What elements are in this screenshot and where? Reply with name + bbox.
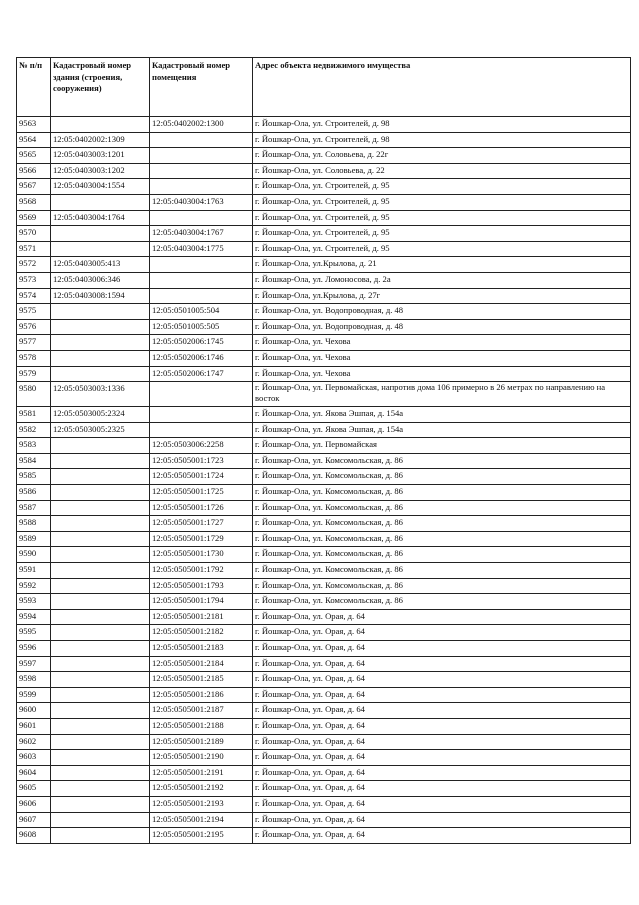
cell-premises-cadastral: 12:05:0403004:1763 [150, 194, 253, 210]
cell-premises-cadastral [150, 132, 253, 148]
cell-address: г. Йошкар-Ола, ул. Комсомольская, д. 86 [253, 563, 631, 579]
cell-premises-cadastral [150, 288, 253, 304]
cell-premises-cadastral: 12:05:0403004:1775 [150, 241, 253, 257]
cell-address: г. Йошкар-Ола, ул. Орая, д. 64 [253, 703, 631, 719]
cell-num: 9590 [17, 547, 51, 563]
cell-num: 9598 [17, 672, 51, 688]
table-row [17, 350, 631, 366]
cell-num: 9592 [17, 578, 51, 594]
table-row [17, 500, 631, 516]
table-row [17, 163, 631, 179]
cell-premises-cadastral: 12:05:0505001:2182 [150, 625, 253, 641]
cell-premises-cadastral: 12:05:0505001:1729 [150, 531, 253, 547]
cell-address: г. Йошкар-Ола, ул. Чехова [253, 335, 631, 351]
cell-premises-cadastral: 12:05:0505001:2190 [150, 750, 253, 766]
cell-num: 9588 [17, 516, 51, 532]
cell-premises-cadastral [150, 163, 253, 179]
cell-premises-cadastral: 12:05:0505001:1726 [150, 500, 253, 516]
cell-address: г. Йошкар-Ола, ул.Крылова, д. 27г [253, 288, 631, 304]
cell-address: г. Йошкар-Ола, ул. Орая, д. 64 [253, 781, 631, 797]
table-row [17, 366, 631, 382]
table-body [17, 117, 631, 844]
cell-address: г. Йошкар-Ола, ул. Первомайская, напротив дома 106 примерно в 26 метрах по направлению на восток [253, 382, 631, 407]
cell-premises-cadastral [150, 407, 253, 423]
table-row [17, 781, 631, 797]
table-row [17, 578, 631, 594]
cell-building-cadastral: 12:05:0403004:1554 [51, 179, 150, 195]
cell-num: 9594 [17, 609, 51, 625]
cell-premises-cadastral: 12:05:0505001:2186 [150, 687, 253, 703]
cell-building-cadastral [51, 469, 150, 485]
cell-address: г. Йошкар-Ола, ул. Водопроводная, д. 48 [253, 319, 631, 335]
cell-num: 9573 [17, 272, 51, 288]
cell-premises-cadastral: 12:05:0505001:1793 [150, 578, 253, 594]
cell-building-cadastral [51, 781, 150, 797]
cell-building-cadastral [51, 796, 150, 812]
cell-address: г. Йошкар-Ола, ул. Орая, д. 64 [253, 609, 631, 625]
cell-address: г. Йошкар-Ола, ул. Строителей, д. 95 [253, 241, 631, 257]
table-row [17, 828, 631, 844]
cell-premises-cadastral: 12:05:0505001:2189 [150, 734, 253, 750]
cell-building-cadastral: 12:05:0403006:346 [51, 272, 150, 288]
table-row [17, 407, 631, 423]
cell-building-cadastral: 12:05:0403004:1764 [51, 210, 150, 226]
cell-building-cadastral [51, 594, 150, 610]
table-row [17, 609, 631, 625]
cell-building-cadastral [51, 563, 150, 579]
cell-address: г. Йошкар-Ола, ул. Комсомольская, д. 86 [253, 516, 631, 532]
table-row [17, 210, 631, 226]
cell-building-cadastral [51, 750, 150, 766]
table-row [17, 422, 631, 438]
cell-num: 9584 [17, 453, 51, 469]
cell-building-cadastral [51, 319, 150, 335]
cell-premises-cadastral: 12:05:0505001:2193 [150, 796, 253, 812]
cell-address: г. Йошкар-Ола, ул. Комсомольская, д. 86 [253, 594, 631, 610]
table-row [17, 226, 631, 242]
cell-building-cadastral: 12:05:0403003:1201 [51, 148, 150, 164]
table-row [17, 194, 631, 210]
cell-building-cadastral [51, 609, 150, 625]
table-row [17, 516, 631, 532]
cell-num: 9608 [17, 828, 51, 844]
cell-premises-cadastral [150, 272, 253, 288]
table-row [17, 703, 631, 719]
cell-address: г. Йошкар-Ола, ул.Крылова, д. 21 [253, 257, 631, 273]
table-row [17, 382, 631, 407]
cell-premises-cadastral: 12:05:0505001:2192 [150, 781, 253, 797]
cell-building-cadastral: 12:05:0503005:2324 [51, 407, 150, 423]
cell-premises-cadastral: 12:05:0501005:505 [150, 319, 253, 335]
cell-address: г. Йошкар-Ола, ул. Орая, д. 64 [253, 656, 631, 672]
property-table [16, 57, 631, 844]
cell-num: 9576 [17, 319, 51, 335]
header-building-cadastral: Кадастровый номер здания (строения, сооружения) [51, 58, 150, 117]
cell-address: г. Йошкар-Ола, ул. Комсомольская, д. 86 [253, 485, 631, 501]
cell-address: г. Йошкар-Ола, ул. Строителей, д. 95 [253, 194, 631, 210]
cell-address: г. Йошкар-Ола, ул. Орая, д. 64 [253, 672, 631, 688]
cell-num: 9606 [17, 796, 51, 812]
cell-num: 9565 [17, 148, 51, 164]
table-row [17, 531, 631, 547]
table-row [17, 241, 631, 257]
cell-premises-cadastral: 12:05:0505001:2187 [150, 703, 253, 719]
cell-building-cadastral [51, 194, 150, 210]
cell-premises-cadastral: 12:05:0505001:1724 [150, 469, 253, 485]
cell-num: 9593 [17, 594, 51, 610]
cell-building-cadastral [51, 687, 150, 703]
cell-num: 9603 [17, 750, 51, 766]
cell-building-cadastral: 12:05:0403005:413 [51, 257, 150, 273]
table-row [17, 469, 631, 485]
table-row [17, 319, 631, 335]
cell-address: г. Йошкар-Ола, ул. Орая, д. 64 [253, 625, 631, 641]
cell-premises-cadastral: 12:05:0505001:2191 [150, 765, 253, 781]
cell-address: г. Йошкар-Ола, ул. Комсомольская, д. 86 [253, 547, 631, 563]
cell-building-cadastral [51, 625, 150, 641]
table-row [17, 750, 631, 766]
cell-premises-cadastral [150, 148, 253, 164]
cell-num: 9564 [17, 132, 51, 148]
table-row [17, 272, 631, 288]
cell-address: г. Йошкар-Ола, ул. Строителей, д. 95 [253, 210, 631, 226]
cell-num: 9583 [17, 438, 51, 454]
cell-address: г. Йошкар-Ола, ул. Соловьева, д. 22г [253, 148, 631, 164]
cell-address: г. Йошкар-Ола, ул. Комсомольская, д. 86 [253, 469, 631, 485]
cell-building-cadastral [51, 641, 150, 657]
table-row [17, 132, 631, 148]
cell-building-cadastral [51, 335, 150, 351]
cell-building-cadastral [51, 734, 150, 750]
cell-premises-cadastral: 12:05:0505001:2181 [150, 609, 253, 625]
table-row [17, 765, 631, 781]
cell-address: г. Йошкар-Ола, ул. Чехова [253, 366, 631, 382]
table-row [17, 594, 631, 610]
cell-premises-cadastral: 12:05:0505001:2195 [150, 828, 253, 844]
cell-building-cadastral: 12:05:0403008:1594 [51, 288, 150, 304]
cell-building-cadastral: 12:05:0503005:2325 [51, 422, 150, 438]
table-row [17, 485, 631, 501]
cell-building-cadastral [51, 438, 150, 454]
table-row [17, 672, 631, 688]
table-row [17, 734, 631, 750]
header-address: Адрес объекта недвижимого имущества [253, 58, 631, 117]
cell-num: 9586 [17, 485, 51, 501]
cell-premises-cadastral: 12:05:0403004:1767 [150, 226, 253, 242]
cell-num: 9572 [17, 257, 51, 273]
cell-building-cadastral [51, 226, 150, 242]
cell-num: 9595 [17, 625, 51, 641]
cell-building-cadastral [51, 828, 150, 844]
table-row [17, 453, 631, 469]
cell-building-cadastral [51, 672, 150, 688]
cell-num: 9600 [17, 703, 51, 719]
cell-num: 9574 [17, 288, 51, 304]
cell-num: 9599 [17, 687, 51, 703]
cell-num: 9570 [17, 226, 51, 242]
cell-premises-cadastral: 12:05:0502006:1746 [150, 350, 253, 366]
cell-num: 9596 [17, 641, 51, 657]
table-row [17, 179, 631, 195]
cell-building-cadastral [51, 547, 150, 563]
cell-premises-cadastral [150, 179, 253, 195]
cell-address: г. Йошкар-Ола, ул. Орая, д. 64 [253, 796, 631, 812]
cell-address: г. Йошкар-Ола, ул. Орая, д. 64 [253, 718, 631, 734]
cell-num: 9587 [17, 500, 51, 516]
table-row [17, 148, 631, 164]
table-row [17, 304, 631, 320]
cell-premises-cadastral: 12:05:0505001:2183 [150, 641, 253, 657]
cell-premises-cadastral: 12:05:0505001:1792 [150, 563, 253, 579]
cell-num: 9568 [17, 194, 51, 210]
cell-address: г. Йошкар-Ола, ул. Комсомольская, д. 86 [253, 531, 631, 547]
cell-address: г. Йошкар-Ола, ул. Орая, д. 64 [253, 687, 631, 703]
cell-num: 9578 [17, 350, 51, 366]
cell-premises-cadastral [150, 382, 253, 407]
cell-premises-cadastral: 12:05:0505001:2194 [150, 812, 253, 828]
cell-building-cadastral: 12:05:0402002:1309 [51, 132, 150, 148]
cell-building-cadastral [51, 812, 150, 828]
table-row [17, 547, 631, 563]
cell-building-cadastral [51, 516, 150, 532]
cell-num: 9589 [17, 531, 51, 547]
cell-premises-cadastral [150, 210, 253, 226]
cell-num: 9571 [17, 241, 51, 257]
cell-address: г. Йошкар-Ола, ул. Строителей, д. 95 [253, 179, 631, 195]
cell-address: г. Йошкар-Ола, ул. Комсомольская, д. 86 [253, 453, 631, 469]
cell-address: г. Йошкар-Ола, ул. Первомайская [253, 438, 631, 454]
table-row [17, 257, 631, 273]
cell-address: г. Йошкар-Ола, ул. Орая, д. 64 [253, 734, 631, 750]
cell-num: 9566 [17, 163, 51, 179]
cell-num: 9582 [17, 422, 51, 438]
table-row [17, 335, 631, 351]
cell-building-cadastral [51, 453, 150, 469]
table-row [17, 438, 631, 454]
cell-address: г. Йошкар-Ола, ул. Якова Эшпая, д. 154а [253, 422, 631, 438]
table-row [17, 812, 631, 828]
cell-building-cadastral [51, 656, 150, 672]
cell-premises-cadastral: 12:05:0505001:1730 [150, 547, 253, 563]
cell-building-cadastral [51, 366, 150, 382]
cell-num: 9579 [17, 366, 51, 382]
cell-address: г. Йошкар-Ола, ул. Орая, д. 64 [253, 641, 631, 657]
cell-premises-cadastral: 12:05:0502006:1747 [150, 366, 253, 382]
cell-num: 9604 [17, 765, 51, 781]
table-row [17, 117, 631, 133]
cell-premises-cadastral: 12:05:0505001:2188 [150, 718, 253, 734]
cell-building-cadastral [51, 703, 150, 719]
cell-premises-cadastral: 12:05:0505001:2184 [150, 656, 253, 672]
cell-building-cadastral [51, 765, 150, 781]
cell-address: г. Йошкар-Ола, ул. Орая, д. 64 [253, 765, 631, 781]
cell-address: г. Йошкар-Ола, ул. Строителей, д. 98 [253, 132, 631, 148]
cell-building-cadastral [51, 304, 150, 320]
cell-address: г. Йошкар-Ола, ул. Якова Эшпая, д. 154а [253, 407, 631, 423]
table-row [17, 796, 631, 812]
cell-num: 9563 [17, 117, 51, 133]
table-row [17, 687, 631, 703]
table-header-row [17, 58, 631, 117]
table-row [17, 656, 631, 672]
cell-building-cadastral [51, 117, 150, 133]
cell-num: 9569 [17, 210, 51, 226]
cell-premises-cadastral: 12:05:0503006:2258 [150, 438, 253, 454]
header-premises-cadastral: Кадастровый номер помещения [150, 58, 253, 117]
cell-premises-cadastral: 12:05:0505001:1725 [150, 485, 253, 501]
cell-address: г. Йошкар-Ола, ул. Водопроводная, д. 48 [253, 304, 631, 320]
cell-premises-cadastral: 12:05:0505001:2185 [150, 672, 253, 688]
cell-building-cadastral: 12:05:0503003:1336 [51, 382, 150, 407]
cell-building-cadastral [51, 350, 150, 366]
cell-premises-cadastral: 12:05:0505001:1723 [150, 453, 253, 469]
cell-premises-cadastral [150, 422, 253, 438]
cell-building-cadastral [51, 485, 150, 501]
cell-num: 9591 [17, 563, 51, 579]
cell-address: г. Йошкар-Ола, ул. Орая, д. 64 [253, 812, 631, 828]
cell-address: г. Йошкар-Ола, ул. Строителей, д. 95 [253, 226, 631, 242]
cell-address: г. Йошкар-Ола, ул. Комсомольская, д. 86 [253, 578, 631, 594]
cell-num: 9605 [17, 781, 51, 797]
cell-num: 9567 [17, 179, 51, 195]
cell-num: 9575 [17, 304, 51, 320]
cell-address: г. Йошкар-Ола, ул. Ломоносова, д. 2а [253, 272, 631, 288]
cell-building-cadastral: 12:05:0403003:1202 [51, 163, 150, 179]
cell-num: 9580 [17, 382, 51, 407]
cell-building-cadastral [51, 578, 150, 594]
cell-building-cadastral [51, 500, 150, 516]
cell-num: 9602 [17, 734, 51, 750]
cell-premises-cadastral: 12:05:0505001:1727 [150, 516, 253, 532]
cell-address: г. Йошкар-Ола, ул. Чехова [253, 350, 631, 366]
cell-premises-cadastral [150, 257, 253, 273]
header-num: № п/п [17, 58, 51, 117]
cell-address: г. Йошкар-Ола, ул. Комсомольская, д. 86 [253, 500, 631, 516]
cell-building-cadastral [51, 241, 150, 257]
cell-address: г. Йошкар-Ола, ул. Соловьева, д. 22 [253, 163, 631, 179]
cell-building-cadastral [51, 718, 150, 734]
cell-num: 9607 [17, 812, 51, 828]
cell-building-cadastral [51, 531, 150, 547]
cell-premises-cadastral: 12:05:0402002:1300 [150, 117, 253, 133]
cell-address: г. Йошкар-Ола, ул. Орая, д. 64 [253, 750, 631, 766]
cell-num: 9581 [17, 407, 51, 423]
table-row [17, 563, 631, 579]
cell-num: 9601 [17, 718, 51, 734]
table-row [17, 718, 631, 734]
table-row [17, 625, 631, 641]
cell-address: г. Йошкар-Ола, ул. Строителей, д. 98 [253, 117, 631, 133]
cell-address: г. Йошкар-Ола, ул. Орая, д. 64 [253, 828, 631, 844]
cell-premises-cadastral: 12:05:0501005:504 [150, 304, 253, 320]
cell-num: 9577 [17, 335, 51, 351]
cell-premises-cadastral: 12:05:0502006:1745 [150, 335, 253, 351]
cell-num: 9585 [17, 469, 51, 485]
cell-num: 9597 [17, 656, 51, 672]
table-row [17, 641, 631, 657]
cell-premises-cadastral: 12:05:0505001:1794 [150, 594, 253, 610]
table-row [17, 288, 631, 304]
